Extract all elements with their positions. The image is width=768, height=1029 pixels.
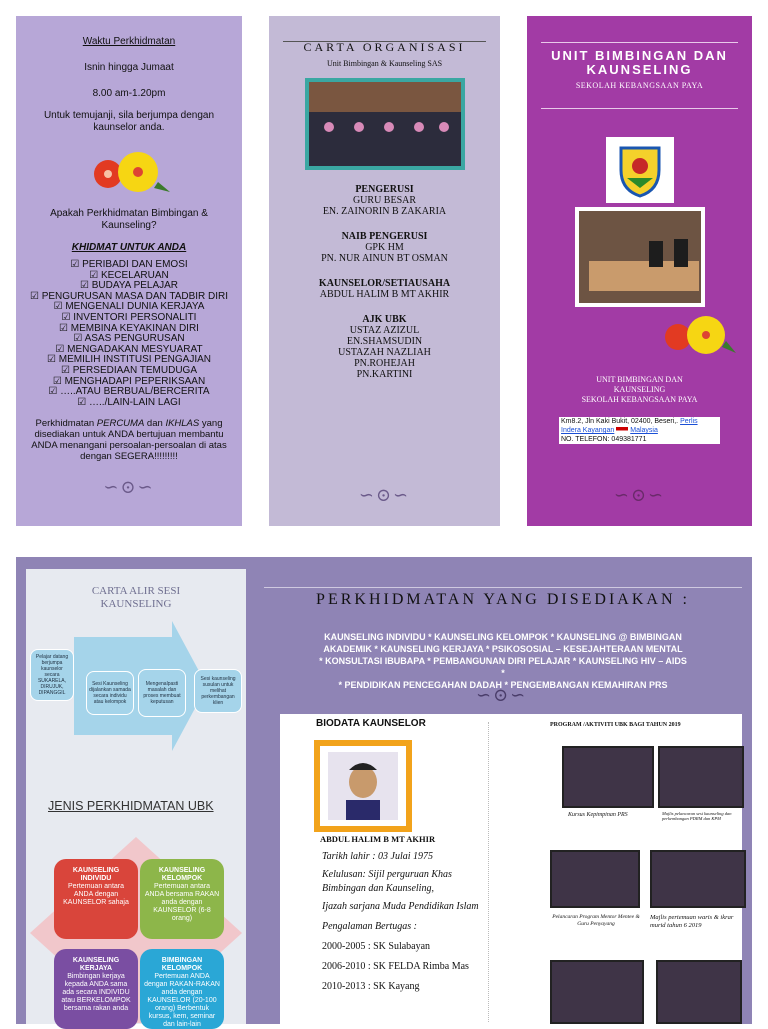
services-heading: KHIDMAT UNTUK ANDA (71, 242, 187, 253)
service-item: ☑ PENGURUSAN MASA DAN TADBIR DIRI (29, 290, 229, 302)
group-photo (305, 78, 465, 170)
service-item: ☑ PERSEDIAAN TEMUDUGA (60, 364, 198, 376)
malaysia-flag-icon (616, 427, 628, 434)
activity-photo (656, 960, 742, 1024)
meeting-photo (575, 207, 705, 307)
checkbox-icon: ☑ (59, 322, 71, 334)
caption-3: Pelancaran Program Mentor Mentee & Guru Penyayang (552, 914, 640, 927)
checkbox-icon: ☑ (29, 290, 42, 302)
org-member: USTAZ AZIZUL (349, 325, 420, 336)
activity-photo (550, 960, 644, 1024)
checkbox-icon: ☑ (79, 280, 92, 292)
service-item: ☑ PERIBADI DAN EMOSI (70, 259, 188, 270)
org-chart-panel (269, 16, 500, 526)
hours-time: 8.00 am-1.20pm (92, 88, 166, 99)
experience-item: 2000-2005 : SK Sulabayan (322, 941, 431, 952)
biodata-title: BIODATA KAUNSELOR (316, 718, 426, 729)
experience-item: 2010-2013 : SK Kayang (322, 981, 420, 992)
experience-list (322, 940, 482, 994)
org-member: ABDUL HALIM B MT AKHIR (319, 289, 450, 300)
org-sections (269, 184, 500, 380)
checkbox-icon: ☑ (89, 269, 101, 281)
org-section (269, 231, 500, 264)
service-type-text: Pertemuan antara ANDA dengan KAUNSELOR sahaja (63, 883, 129, 906)
flow-step: Mengenalpasti masalah dan proses membuat keputusan (138, 669, 186, 717)
org-member: EN. ZAINORIN B ZAKARIA (322, 206, 447, 217)
checkbox-icon: ☑ (52, 375, 65, 387)
biodata-section (280, 714, 742, 1024)
flow-title: CARTA ALIR SESI KAUNSELING (91, 585, 181, 610)
address-block: Km8.2, Jln Kaki Bukit, 02400, Beseri,. Perlis Indera Kayangan Malaysia NO. TELEFON: 049381771 (559, 417, 720, 444)
hibiscus-image (541, 311, 738, 361)
checkbox-icon: ☑ (48, 386, 61, 398)
checkbox-icon: ☑ (53, 301, 66, 313)
service-type-heading: KAUNSELING INDIVIDU (72, 867, 120, 882)
program-title: PROGRAM /AKTIVITI UBK BAGI TAHUN 2019 (550, 722, 681, 728)
services-list (26, 260, 232, 408)
hours-days: Isnin hingga Jumaat (84, 62, 174, 73)
org-member: USTAZAH NAZLIAH (338, 347, 431, 358)
org-member: PN. NUR AINUN BT OSMAN (321, 253, 448, 264)
service-type-box (54, 859, 138, 939)
service-item: ☑ …../LAIN-LAIN LAGI (77, 396, 181, 408)
school-crest-logo (606, 137, 674, 203)
caption-2: Majlis pelancaran sesi kaunseling dan perkembangan PDRM dan KPM (662, 811, 732, 821)
appointment-text: Untuk temujanji, sila berjumpa dengan kaunselor anda. (43, 110, 215, 133)
activity-photo (650, 850, 746, 908)
service-item: ☑ …..ATAU BERBUAL/BERCERITA (48, 386, 210, 398)
service-item: ☑ MEMILIH INSTITUSI PENGAJIAN (47, 354, 211, 366)
service-type-box (140, 859, 224, 939)
flow-step: Sesi kaunseling susulan untuk melihat perkembangan klien (194, 669, 242, 713)
checkbox-icon: ☑ (60, 364, 73, 376)
services-banner-title: PERKHIDMATAN YANG DISEDIAKAN : (316, 591, 690, 608)
org-member: GURU BESAR (352, 195, 417, 206)
org-section (269, 278, 500, 300)
checkbox-icon: ☑ (47, 354, 59, 366)
experience-item: 2006-2010 : SK FELDA Rimba Mas (322, 961, 469, 972)
perlis-link[interactable]: Perlis Indera Kayangan (561, 418, 698, 434)
counselor-photo (314, 740, 412, 832)
service-type-text: Pertemuan ANDA dengan RAKAN-RAKAN anda dengan KAUNSELOR (20-100 orang) Berbentuk kursus, kem, seminar dan lain-lain (144, 973, 220, 1028)
service-type-text: Bimbingan kerjaya kepada ANDA sama ada secara INDIVIDU atau BERKELOMPOK bersama rakan anda (61, 973, 131, 1012)
service-item: ☑ MENGHADAPI PEPERIKSAAN (52, 375, 206, 387)
checkbox-icon: ☑ (55, 343, 68, 355)
service-type-heading: KAUNSELING KELOMPOK (158, 867, 206, 882)
qualification-1: Kelulusan: Sijil perguruan Khas Bimbingan dan Kaunseling, (322, 869, 452, 894)
hours-title: Waktu Perkhidmatan (82, 36, 176, 47)
flow-column (26, 569, 246, 1028)
service-item: ☑ BUDAYA PELAJAR (79, 280, 179, 292)
jenis-title: JENIS PERKHIDMATAN UBK (48, 799, 214, 813)
activity-photo (550, 850, 640, 908)
services-question: Apakah Perkhidmatan Bimbingan & Kaunseling? (50, 208, 208, 231)
service-item: ☑ INVENTORI PERSONALITI (61, 311, 197, 323)
org-member: PN.KARTINI (356, 369, 413, 380)
column-divider (488, 722, 489, 1022)
ornament-divider: ∽⊙∽ (476, 685, 528, 706)
service-type-box (54, 949, 138, 1029)
dob: Tarikh lahir : 03 Julai 1975 (322, 851, 434, 862)
service-type-heading: BIMBINGAN KELOMPOK (161, 957, 203, 972)
checkbox-icon: ☑ (73, 333, 85, 345)
caption-1: Kursus Kepimpinan PRS (568, 812, 628, 818)
service-type-text: Pertemuan antara ANDA bersama RAKAN anda dengan KAUNSELOR (6-8 orang) (144, 883, 220, 922)
checkbox-icon: ☑ (70, 259, 83, 270)
service-item: ☑ MENGENALI DUNIA KERJAYA (53, 301, 205, 313)
malaysia-link[interactable]: Malaysia (630, 427, 658, 434)
cover-title: UNIT BIMBINGAN DAN KAUNSELING (551, 48, 728, 77)
service-item: ☑ MENGADAKAN MESYUARAT (55, 343, 203, 355)
org-role: AJK UBK (362, 314, 407, 325)
cover-footer-line: SEKOLAH KEBANGSAAN PAYA (581, 395, 698, 404)
cover-footer (527, 375, 752, 405)
hibiscus-image (26, 148, 232, 198)
org-section (269, 184, 500, 217)
checkbox-icon: ☑ (77, 396, 90, 408)
service-item: ☑ KECELARUAN (89, 269, 169, 281)
org-chart-title: CARTA ORGANISASI (303, 40, 466, 54)
org-role: KAUNSELOR/SETIAUSAHA (318, 278, 451, 289)
services-panel (16, 16, 242, 526)
org-role: PENGERUSI (355, 184, 414, 195)
service-type-heading: KAUNSELING KERJAYA (72, 957, 120, 972)
inner-spread (16, 557, 752, 1028)
service-item: ☑ ASAS PENGURUSAN (73, 333, 185, 345)
org-role: NAIB PENGERUSI (341, 231, 428, 242)
qualification-2: Ijazah sarjana Muda Pendidikan Islam (322, 901, 479, 912)
ornament-divider: ∽⊙∽ (613, 485, 666, 506)
checkbox-icon: ☑ (61, 311, 74, 323)
biodata-details (322, 850, 482, 994)
phone-number: NO. TELEFON: 049381771 (561, 436, 647, 443)
flow-step: Pelajar datang berjumpa kaunselor secara SUKARELA, DIRUJUK, DIPANGGIL (30, 649, 74, 701)
services-banner-lines: KAUNSELING INDIVIDU * KAUNSELING KELOMPOK * KAUNSELING @ BIMBINGAN AKADEMIK * KAUNSELING KERJAYA * PSIKOSOSIAL – KESEJAHTERAAN MENTAL * KONSULTASI IBUBAPA * PEMBANGUNAN DIRI PELAJAR * KAUNSELING HIV – AIDS * * PENDIDIKAN PENCEGAHAN DADAH * PENGEMBANGAN KEMAHIRAN PRS (319, 632, 687, 690)
activity-photo (562, 746, 654, 808)
cover-school: SEKOLAH KEBANGSAAN PAYA (575, 81, 704, 90)
ornament-divider: ∽⊙∽ (358, 485, 411, 506)
org-member: GPK HM (365, 242, 404, 253)
activity-photo (658, 746, 744, 808)
closing-text: Perkhidmatan PERCUMA dan IKHLAS yang disediakan untuk ANDA bertujuan membantu ANDA menangani persoalan-persoalan di atas dengan SEGERA!!!!!!!!! (31, 418, 227, 463)
org-member: PN.ROHEJAH (354, 358, 415, 369)
cover-footer-line: UNIT BIMBINGAN DAN (596, 375, 683, 384)
service-type-box (140, 949, 224, 1029)
ornament-divider: ∽⊙∽ (103, 477, 155, 499)
org-section (269, 314, 500, 380)
org-member: EN.SHAMSUDIN (346, 336, 423, 347)
org-chart-subtitle: Unit Bimbingan & Kaunseling SAS (326, 59, 443, 68)
cover-panel (527, 16, 752, 526)
flow-step: Sesi Kaunseling dijalankan samada secara individu atau kelompok (86, 671, 134, 715)
divider (264, 587, 742, 588)
caption-4: Majlis pertemuan waris & ikrar murid tahun 6 2019 (650, 914, 734, 929)
experience-title: Pengalaman Bertugas : (322, 921, 417, 932)
cover-footer-line: KAUNSELING (613, 385, 666, 394)
counselor-name: ABDUL HALIM B MT AKHIR (320, 834, 436, 844)
service-item: ☑ MEMBINA KEYAKINAN DIRI (59, 322, 199, 334)
